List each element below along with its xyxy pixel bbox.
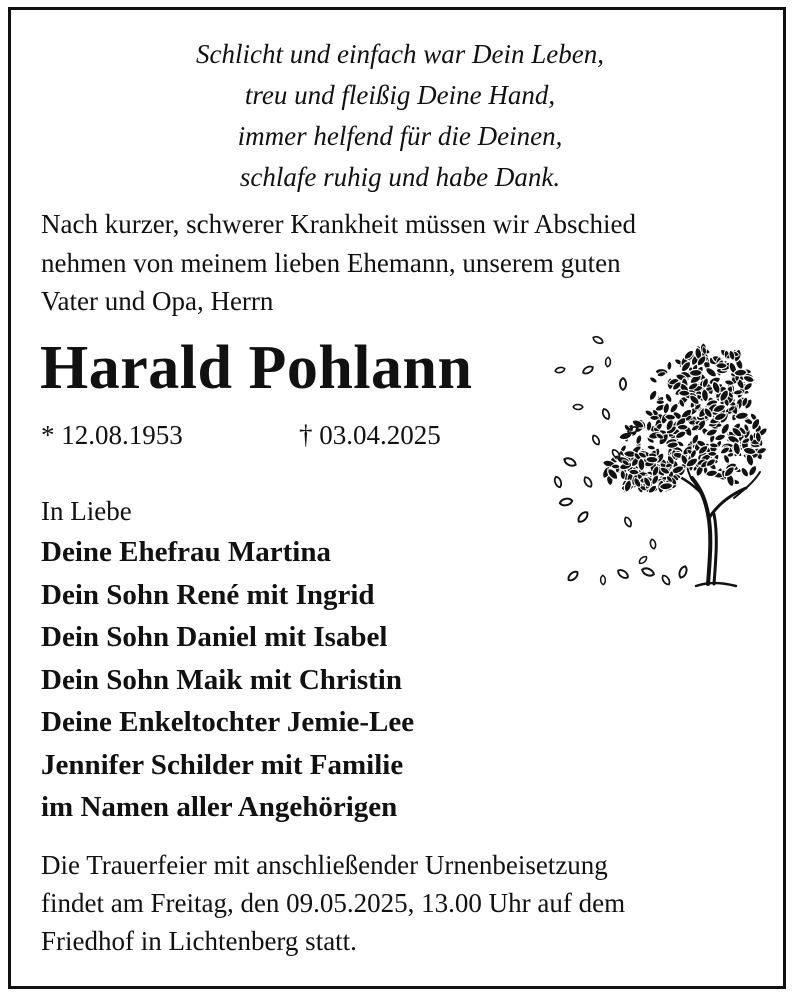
mourner-line: Dein Sohn Maik mit Christin [41,663,402,696]
funeral-details [41,846,776,960]
life-dates [41,418,441,452]
mourner-line: Deine Ehefrau Martina [41,536,331,568]
poem-line: schlafe ruhig und habe Dank. [239,162,561,192]
mourner-line: Dein Sohn René mit Ingrid [41,578,375,611]
mourner-line: Dein Sohn Daniel mit Isabel [41,621,388,653]
announcement-line: Nach kurzer, schwerer Krankheit müssen wir Abschied [41,209,636,239]
death-date: † 03.04.2025 [299,420,441,450]
poem-line: Schlicht und einfach war Dein Leben, [196,39,604,69]
poem-line: immer helfend für die Deinen, [237,121,563,151]
funeral-line: Die Trauerfeier mit anschließender Urnenbeisetzung [41,850,608,880]
announcement-text [41,205,771,321]
funeral-line: Friedhof in Lichtenberg statt. [41,926,357,956]
mourner-line: Deine Enkeltochter Jemie-Lee [41,706,415,738]
mourner-line: Jennifer Schilder mit Familie [41,748,404,781]
poem-line: treu und fleißig Deine Hand, [244,80,556,110]
wind-blown-tree-icon [548,322,774,594]
announcement-line: Vater und Opa, Herrn [41,286,274,316]
birth-date: * 12.08.1953 [41,420,183,450]
mourners-list [41,531,414,829]
mourner-line: im Namen aller Angehörigen [41,791,398,823]
announcement-line: nehmen von meinem lieben Ehemann, unserem guten [41,247,621,278]
memorial-poem [0,34,800,198]
funeral-line: findet am Freitag, den 09.05.2025, 13.00 Uhr auf dem [41,888,626,918]
deceased-name: Harald Pohlann [40,334,473,402]
in-love-label: In Liebe [41,496,132,526]
